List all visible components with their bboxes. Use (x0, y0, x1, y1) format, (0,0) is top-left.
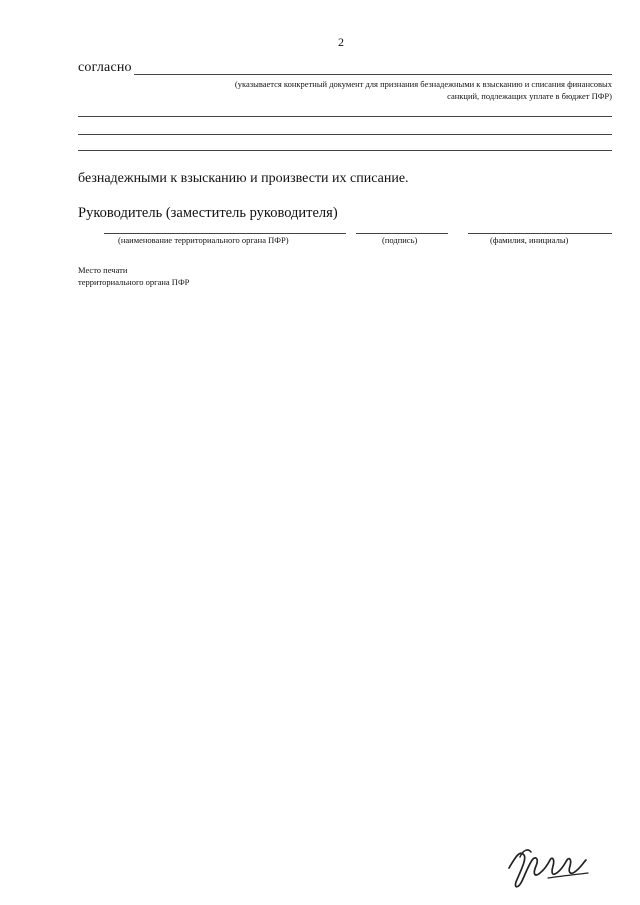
stamp-place-line-2: территориального органа ПФР (78, 277, 190, 287)
name-initials-line (468, 233, 612, 234)
decision-text: безнадежными к взысканию и произвести их списание. (78, 171, 409, 186)
head-title: Руководитель (заместитель руководителя) (78, 205, 338, 221)
signature-line (356, 233, 448, 234)
source-document-note (120, 78, 612, 102)
organization-caption: (наименование территориального органа ПФР) (118, 235, 289, 245)
blank-line-1 (78, 116, 612, 117)
blank-line-2 (78, 134, 612, 135)
intro-word: согласно (78, 60, 132, 75)
document-source-line (134, 74, 612, 75)
source-document-note-line-1: (указывается конкретный документ для признания безнадежными к взысканию и списания финансовых (234, 79, 612, 89)
stamp-place-line-1: Место печати (78, 265, 128, 275)
stamp-place (78, 264, 189, 288)
source-document-note-line-2: санкций, подлежащих уплате в бюджет ПФР) (447, 91, 612, 101)
blank-line-3 (78, 150, 612, 151)
organization-signature-line (104, 233, 346, 234)
handwritten-signature (502, 842, 594, 898)
page-number: 2 (338, 35, 344, 49)
signature-caption: (подпись) (382, 235, 418, 245)
name-caption: (фамилия, инициалы) (490, 235, 569, 245)
